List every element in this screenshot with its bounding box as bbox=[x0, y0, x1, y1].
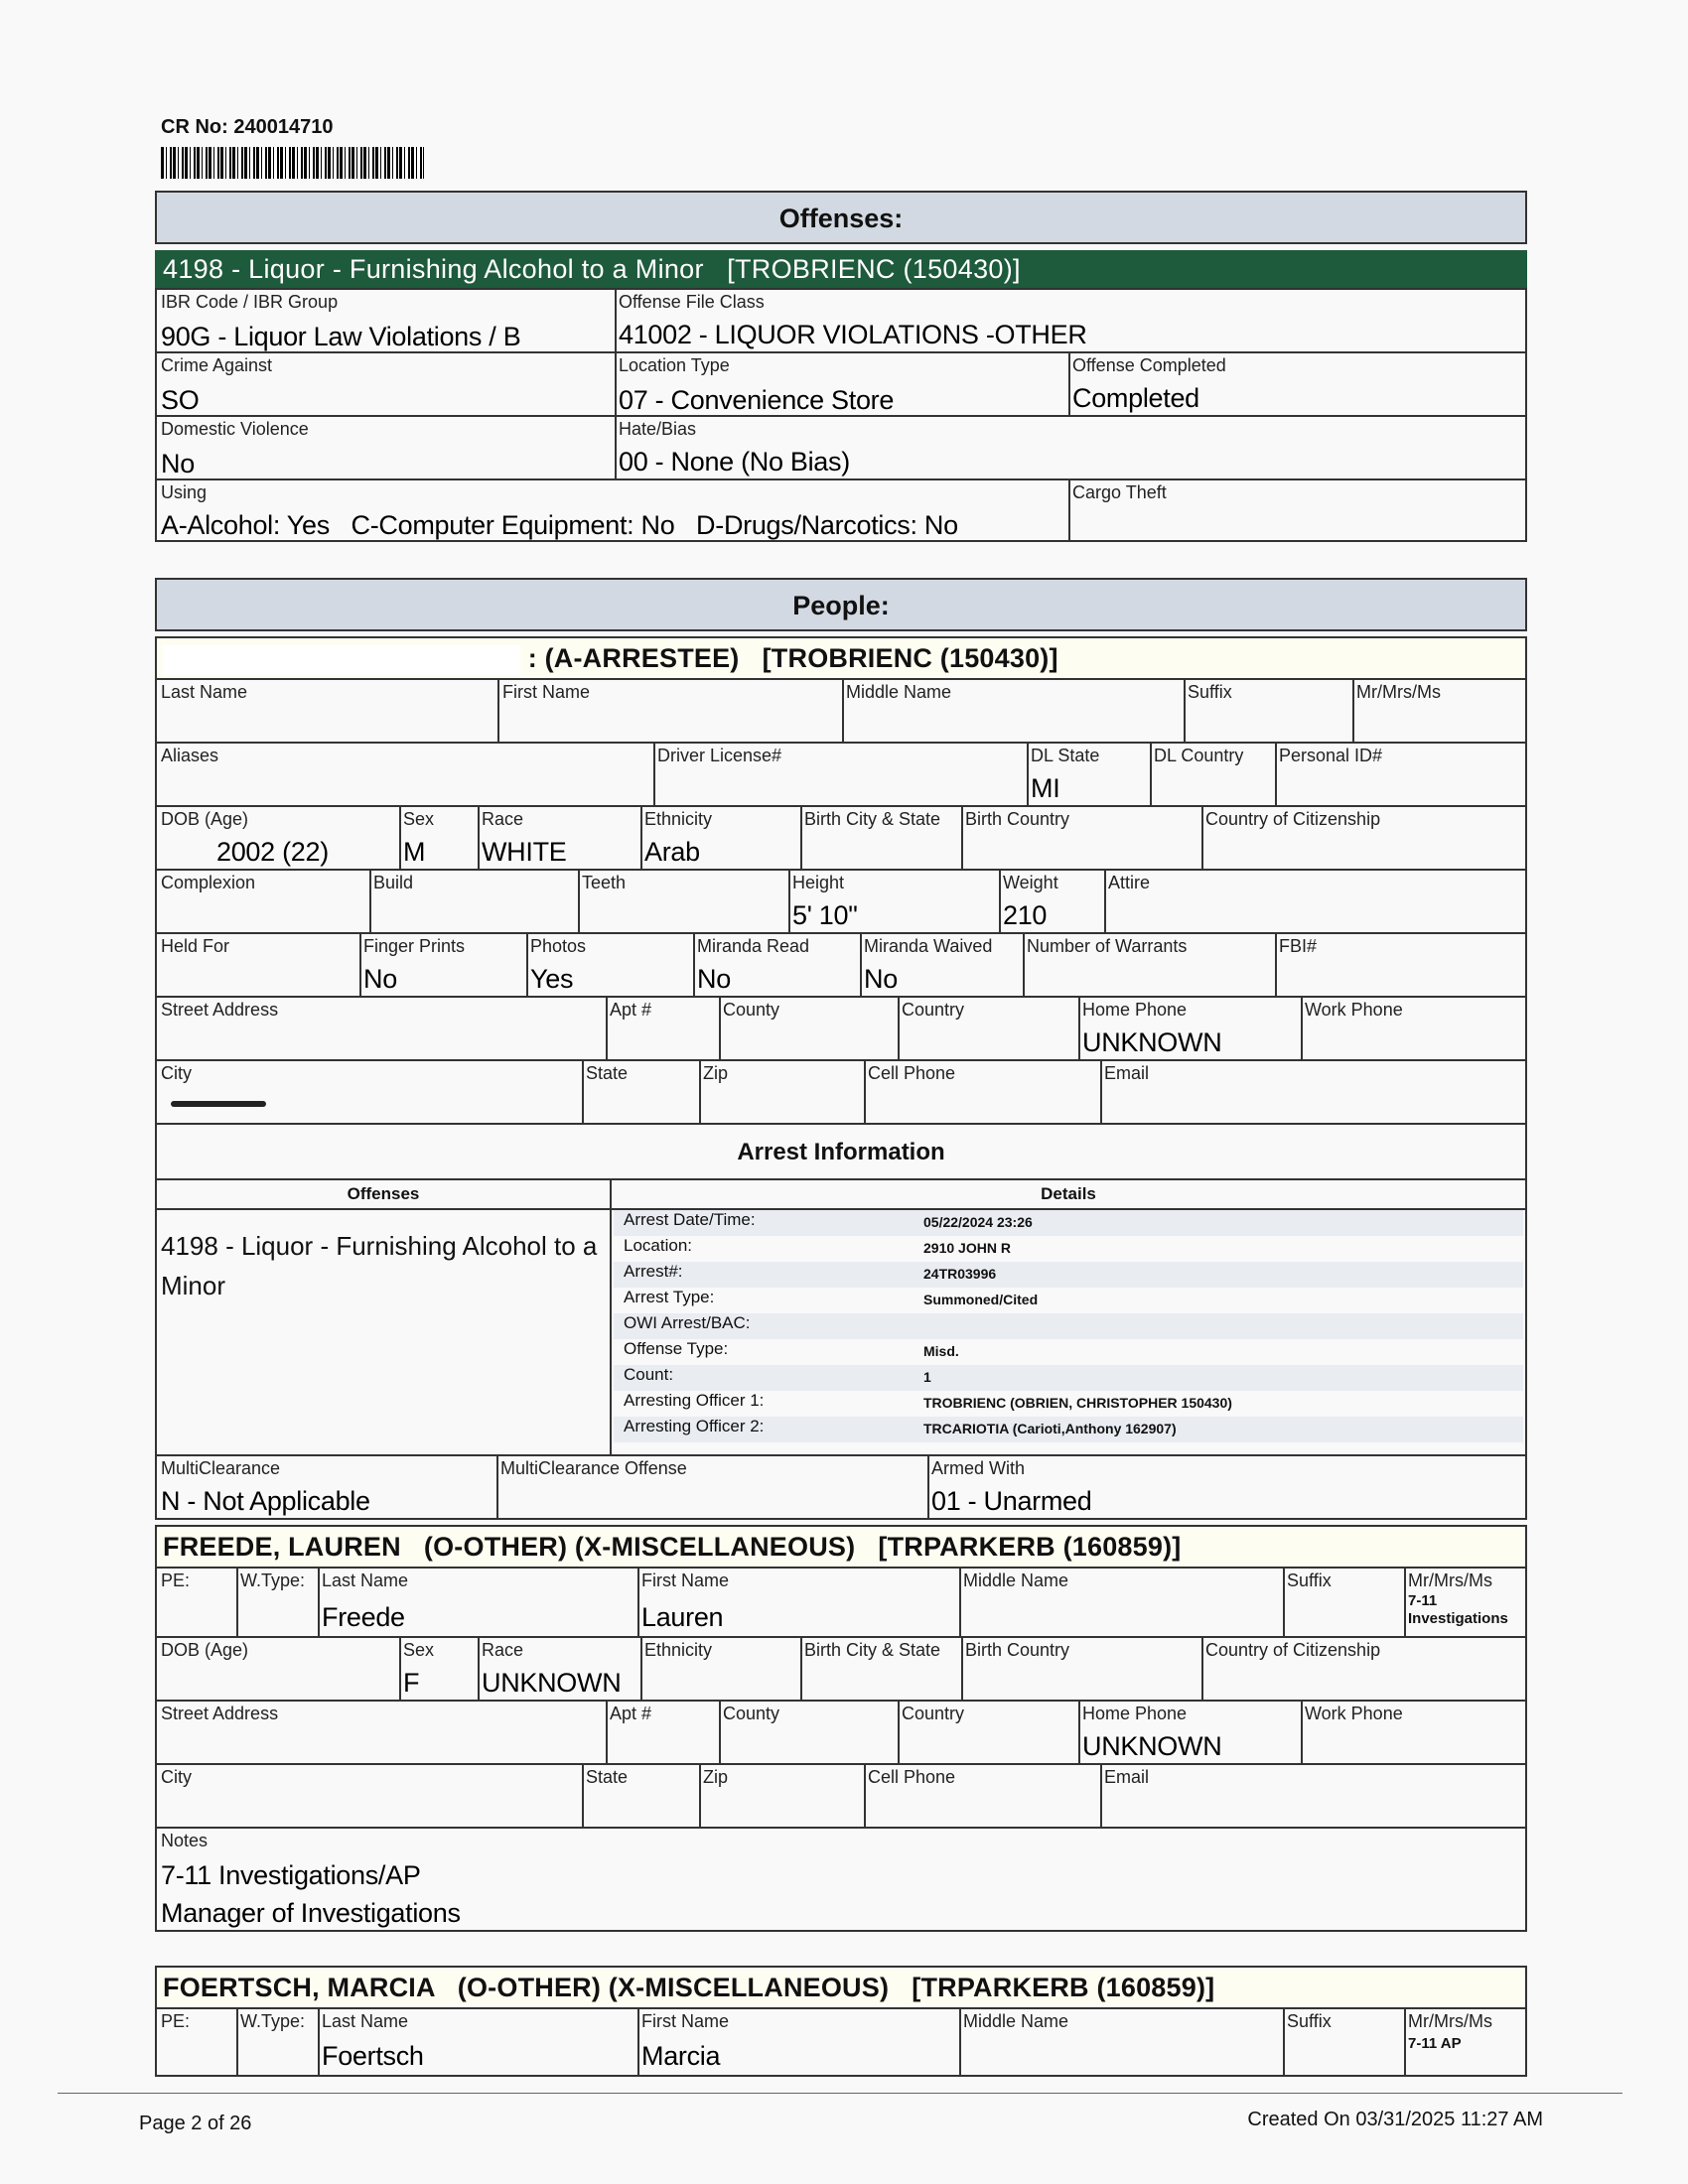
state-label: State bbox=[586, 1063, 629, 1083]
suffix-label: Suffix bbox=[1287, 2011, 1332, 2031]
ibr-label: IBR Code / IBR Group bbox=[161, 292, 339, 312]
last-name-label: Last Name bbox=[322, 2011, 409, 2031]
finger-prints-value: No bbox=[363, 964, 397, 994]
detail-value: TRCARIOTIA (Carioti,Anthony 162907) bbox=[923, 1421, 1177, 1436]
using-label: Using bbox=[161, 482, 208, 502]
armed-with-value: 01 - Unarmed bbox=[931, 1486, 1092, 1516]
country-label: Country bbox=[902, 1000, 965, 1020]
work-phone-label: Work Phone bbox=[1305, 1704, 1403, 1723]
cell-phone-label: Cell Phone bbox=[868, 1767, 956, 1787]
suffix-label: Suffix bbox=[1287, 1570, 1332, 1590]
arrestee-block bbox=[155, 636, 1527, 1520]
detail-value: Summoned/Cited bbox=[923, 1292, 1039, 1307]
middle-name-label: Middle Name bbox=[963, 2011, 1069, 2031]
detail-value: Misd. bbox=[923, 1343, 959, 1359]
armed-with-label: Armed With bbox=[931, 1458, 1026, 1478]
cr-number: 240014710 bbox=[233, 116, 334, 138]
ethnicity-label: Ethnicity bbox=[644, 1640, 713, 1660]
apt-label: Apt # bbox=[610, 1000, 652, 1020]
detail-key: OWI Arrest/BAC: bbox=[624, 1313, 751, 1332]
detail-key: Offense Type: bbox=[624, 1339, 729, 1358]
person-block-foertsch bbox=[155, 1966, 1527, 2077]
arrest-info-title: Arrest Information bbox=[737, 1139, 945, 1165]
race-label: Race bbox=[482, 1640, 524, 1660]
work-phone-label: Work Phone bbox=[1305, 1000, 1403, 1020]
dob-label: DOB (Age) bbox=[161, 1640, 249, 1660]
foertsch-header: FOERTSCH, MARCIA (O-OTHER) (X-MISCELLANEOUS) [TRPARKERB (160859)] bbox=[157, 1968, 1525, 2007]
notes-label: Notes bbox=[161, 1831, 209, 1850]
offense-completed-label: Offense Completed bbox=[1072, 355, 1226, 375]
page-number: Page 2 of 26 bbox=[139, 2113, 252, 2134]
arrestee-header bbox=[157, 638, 1525, 678]
street-address-label: Street Address bbox=[161, 1000, 279, 1020]
sex-value: M bbox=[403, 837, 426, 867]
birth-city-label: Birth City & State bbox=[804, 1640, 941, 1660]
build-label: Build bbox=[373, 873, 414, 892]
complexion-label: Complexion bbox=[161, 873, 256, 892]
fbi-label: FBI# bbox=[1279, 936, 1318, 956]
attire-label: Attire bbox=[1108, 873, 1151, 892]
location-type-value: 07 - Convenience Store bbox=[619, 385, 895, 415]
arrest-offense-text: 4198 - Liquor - Furnishing Alcohol to a Minor bbox=[161, 1231, 598, 1300]
home-phone-label: Home Phone bbox=[1082, 1704, 1188, 1723]
mr-mrs-ms-label: Mr/Mrs/Ms bbox=[1356, 682, 1441, 702]
mr-mrs-ms-label: Mr/Mrs/Ms bbox=[1408, 2011, 1492, 2031]
teeth-label: Teeth bbox=[582, 873, 627, 892]
offense-title-bar bbox=[155, 250, 1527, 288]
citizenship-label: Country of Citizenship bbox=[1205, 809, 1381, 829]
file-class-value: 41002 - LIQUOR VIOLATIONS -OTHER bbox=[619, 320, 1087, 349]
country-label: Country bbox=[902, 1704, 965, 1723]
last-name-label: Last Name bbox=[322, 1570, 409, 1590]
detail-key: Arrest Date/Time: bbox=[624, 1210, 756, 1229]
domestic-violence-label: Domestic Violence bbox=[161, 419, 309, 439]
first-name-value: Marcia bbox=[641, 2041, 721, 2071]
detail-key: Arrest#: bbox=[624, 1262, 683, 1281]
middle-name-label: Middle Name bbox=[963, 1570, 1069, 1590]
home-phone-value: UNKNOWN bbox=[1082, 1731, 1222, 1761]
redaction-mark bbox=[171, 1101, 266, 1107]
wtype-label: W.Type: bbox=[240, 2011, 306, 2031]
pe-label: PE: bbox=[161, 1570, 191, 1590]
detail-key: Arresting Officer 2: bbox=[624, 1417, 765, 1435]
detail-value: 24TR03996 bbox=[923, 1266, 997, 1282]
detail-key: Count: bbox=[624, 1365, 674, 1384]
notes-line-2: Manager of Investigations bbox=[161, 1898, 461, 1928]
ethnicity-value: Arab bbox=[644, 837, 700, 867]
notes-line-1: 7-11 Investigations/AP bbox=[161, 1860, 421, 1890]
hate-bias-value: 00 - None (No Bias) bbox=[619, 447, 850, 477]
apt-label: Apt # bbox=[610, 1704, 652, 1723]
first-name-label: First Name bbox=[641, 2011, 730, 2031]
race-value: UNKNOWN bbox=[482, 1668, 622, 1698]
created-on: Created On 03/31/2025 11:27 AM bbox=[1247, 2109, 1543, 2130]
redacted-name bbox=[163, 645, 520, 675]
county-label: County bbox=[723, 1704, 780, 1723]
sex-label: Sex bbox=[403, 809, 435, 829]
suffix-label: Suffix bbox=[1188, 682, 1232, 702]
first-name-label: First Name bbox=[641, 1570, 730, 1590]
email-label: Email bbox=[1104, 1063, 1150, 1083]
last-name-value: Freede bbox=[322, 1602, 405, 1632]
weight-label: Weight bbox=[1003, 873, 1058, 892]
home-phone-label: Home Phone bbox=[1082, 1000, 1188, 1020]
dl-state-value: MI bbox=[1031, 773, 1060, 803]
birth-country-label: Birth Country bbox=[965, 809, 1070, 829]
county-label: County bbox=[723, 1000, 780, 1020]
photos-value: Yes bbox=[530, 964, 574, 994]
crime-against-value: SO bbox=[161, 385, 200, 415]
race-label: Race bbox=[482, 809, 524, 829]
cr-label: CR No: bbox=[161, 116, 228, 138]
email-label: Email bbox=[1104, 1767, 1150, 1787]
miranda-read-value: No bbox=[697, 964, 731, 994]
middle-name-label: Middle Name bbox=[846, 682, 952, 702]
arrest-details-list bbox=[614, 1210, 1523, 1454]
sex-label: Sex bbox=[403, 1640, 435, 1660]
pe-label: PE: bbox=[161, 2011, 191, 2031]
held-for-label: Held For bbox=[161, 936, 230, 956]
birth-country-label: Birth Country bbox=[965, 1640, 1070, 1660]
ibr-value: 90G - Liquor Law Violations / B bbox=[161, 322, 521, 351]
detail-key: Arresting Officer 1: bbox=[624, 1391, 765, 1410]
driver-license-label: Driver License# bbox=[657, 746, 782, 765]
city-label: City bbox=[161, 1063, 192, 1083]
detail-value: TROBRIENC (OBRIEN, CHRISTOPHER 150430) bbox=[923, 1395, 1232, 1411]
state-label: State bbox=[586, 1767, 629, 1787]
barcode bbox=[161, 147, 424, 179]
detail-key: Arrest Type: bbox=[624, 1288, 715, 1306]
domestic-violence-value: No bbox=[161, 449, 195, 478]
offenses-col-header: Offenses bbox=[347, 1184, 420, 1203]
offense-completed-value: Completed bbox=[1072, 383, 1199, 413]
hate-bias-label: Hate/Bias bbox=[619, 419, 697, 439]
city-label: City bbox=[161, 1767, 192, 1787]
birth-city-label: Birth City & State bbox=[804, 809, 941, 829]
ethnicity-label: Ethnicity bbox=[644, 809, 713, 829]
race-value: WHITE bbox=[482, 837, 567, 867]
detail-key: Location: bbox=[624, 1236, 692, 1255]
citizenship-label: Country of Citizenship bbox=[1205, 1640, 1381, 1660]
height-label: Height bbox=[792, 873, 845, 892]
dl-state-label: DL State bbox=[1031, 746, 1100, 765]
weight-value: 210 bbox=[1003, 900, 1048, 930]
dob-value: 2002 (22) bbox=[216, 837, 329, 867]
multiclearance-value: N - Not Applicable bbox=[161, 1486, 370, 1516]
footer-divider bbox=[58, 2093, 1622, 2094]
detail-value: 05/22/2024 23:26 bbox=[923, 1214, 1033, 1230]
using-value: A-Alcohol: Yes C-Computer Equipment: No D-Drugs/Narcotics: No bbox=[161, 510, 958, 540]
mr-mrs-ms-label: Mr/Mrs/Ms bbox=[1408, 1570, 1492, 1590]
first-name-value: Lauren bbox=[641, 1602, 724, 1632]
first-name-label: First Name bbox=[502, 682, 591, 702]
finger-prints-label: Finger Prints bbox=[363, 936, 466, 956]
dl-country-label: DL Country bbox=[1154, 746, 1244, 765]
location-type-label: Location Type bbox=[619, 355, 730, 375]
dob-label: DOB (Age) bbox=[161, 809, 249, 829]
photos-label: Photos bbox=[530, 936, 587, 956]
people-section-title: People: bbox=[155, 578, 1527, 631]
detail-value: 1 bbox=[923, 1369, 931, 1385]
street-address-label: Street Address bbox=[161, 1704, 279, 1723]
detail-value: 2910 JOHN R bbox=[923, 1240, 1011, 1256]
aliases-label: Aliases bbox=[161, 746, 219, 765]
freede-header: FREEDE, LAUREN (O-OTHER) (X-MISCELLANEOUS) [TRPARKERB (160859)] bbox=[157, 1527, 1525, 1567]
arrestee-officer: [TROBRIENC (150430)] bbox=[762, 643, 1058, 673]
wtype-label: W.Type: bbox=[240, 1570, 306, 1590]
details-col-header: Details bbox=[1041, 1184, 1096, 1203]
multiclearance-offense-label: MultiClearance Offense bbox=[500, 1458, 687, 1478]
sex-value: F bbox=[403, 1668, 420, 1698]
mr-mrs-ms-value: 7-11 Investigations bbox=[1408, 1592, 1508, 1627]
miranda-read-label: Miranda Read bbox=[697, 936, 810, 956]
multiclearance-label: MultiClearance bbox=[161, 1458, 281, 1478]
mr-mrs-ms-value: 7-11 AP bbox=[1408, 2035, 1462, 2052]
cell-phone-label: Cell Phone bbox=[868, 1063, 956, 1083]
height-value: 5' 10" bbox=[792, 900, 858, 930]
offense-title: 4198 - Liquor - Furnishing Alcohol to a Minor bbox=[163, 254, 704, 284]
zip-label: Zip bbox=[703, 1767, 729, 1787]
miranda-waived-value: No bbox=[864, 964, 898, 994]
cargo-theft-label: Cargo Theft bbox=[1072, 482, 1167, 502]
personal-id-label: Personal ID# bbox=[1279, 746, 1383, 765]
home-phone-value: UNKNOWN bbox=[1082, 1027, 1222, 1057]
offense-details-table bbox=[155, 288, 1527, 542]
file-class-label: Offense File Class bbox=[619, 292, 765, 312]
person-block-freede bbox=[155, 1525, 1527, 1932]
last-name-value: Foertsch bbox=[322, 2041, 424, 2071]
crime-against-label: Crime Against bbox=[161, 355, 273, 375]
last-name-label: Last Name bbox=[161, 682, 248, 702]
offense-officer-tag: [TROBRIENC (150430)] bbox=[727, 254, 1021, 284]
offenses-section-title: Offenses: bbox=[155, 191, 1527, 244]
arrestee-role: : (A-ARRESTEE) bbox=[527, 643, 740, 673]
zip-label: Zip bbox=[703, 1063, 729, 1083]
warrants-label: Number of Warrants bbox=[1027, 936, 1188, 956]
miranda-waived-label: Miranda Waived bbox=[864, 936, 993, 956]
cr-number-line bbox=[161, 116, 333, 139]
